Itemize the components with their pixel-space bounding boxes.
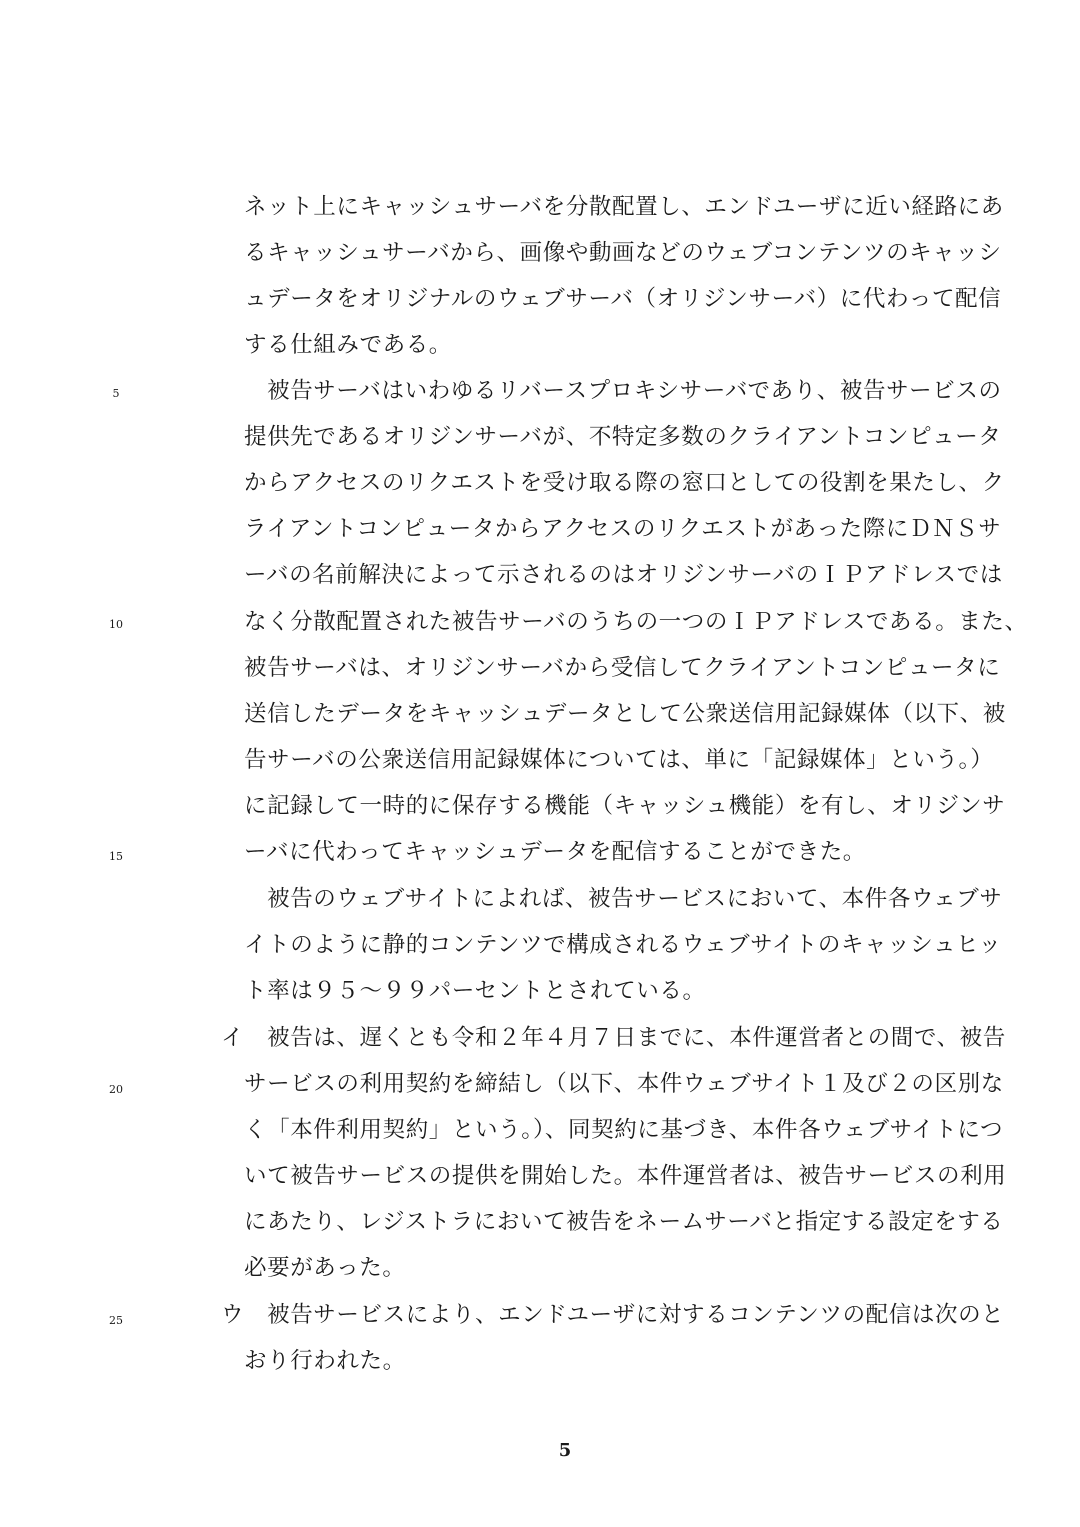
text-line: に記録して一時的に保存する機能（キャッシュ機能）を有し、オリジンサ: [244, 793, 1006, 819]
line-number: 20: [109, 1083, 123, 1096]
text-line: 被告は、遅くとも令和２年４月７日までに、本件運営者との間で、被告: [244, 1025, 1006, 1051]
text-line: にあたり、レジストラにおいて被告をネームサーバと指定する設定をする: [244, 1209, 1004, 1235]
text-line: ーバに代わってキャッシュデータを配信することができた。: [244, 839, 866, 865]
line-number: 10: [109, 618, 123, 631]
text-line: 提供先であるオリジンサーバが、不特定多数のクライアントコンピュータ: [244, 424, 1002, 450]
text-line: いて被告サービスの提供を開始した。本件運営者は、被告サービスの利用: [244, 1163, 1007, 1189]
text-line: 必要があった。: [244, 1255, 406, 1281]
text-line: 被告サーバは、オリジンサーバから受信してクライアントコンピュータに: [244, 655, 1001, 681]
text-line: ライアントコンピュータからアクセスのリクエストがあった際にＤＮＳサ: [244, 516, 1002, 542]
line-number: 25: [109, 1314, 123, 1327]
text-line: からアクセスのリクエストを受け取る際の窓口としての役割を果たし、ク: [244, 470, 1005, 496]
item-marker-i: イ: [221, 1025, 244, 1051]
text-line: ネット上にキャッシュサーバを分散配置し、エンドユーザに近い経路にあ: [244, 194, 1004, 220]
text-line: るキャッシュサーバから、画像や動画などのウェブコンテンツのキャッシ: [244, 240, 1002, 266]
text-line: く「本件利用契約」という。）、同契約に基づき、本件各ウェブサイトにつ: [244, 1117, 1004, 1143]
text-line: 被告サービスにより、エンドユーザに対するコンテンツの配信は次のと: [244, 1302, 1005, 1328]
text-line: する仕組みである。: [244, 332, 452, 358]
text-line: ーバの名前解決によって示されるのはオリジンサーバのＩＰアドレスでは: [244, 562, 1003, 588]
text-line: おり行われた。: [244, 1348, 406, 1374]
text-line: 送信したデータをキャッシュデータとして公衆送信用記録媒体（以下、被: [244, 701, 1006, 727]
text-line: サービスの利用契約を締結し（以下、本件ウェブサイト１及び２の区別な: [244, 1071, 1004, 1097]
text-line: 告サーバの公衆送信用記録媒体については、単に「記録媒体」という。）: [244, 747, 994, 773]
line-number: 15: [109, 850, 123, 863]
text-line: なく分散配置された被告サーバのうちの一つのＩＰアドレスである。また、: [244, 609, 1028, 635]
text-line: ュデータをオリジナルのウェブサーバ（オリジンサーバ）に代わって配信: [244, 286, 1002, 312]
item-marker-u: ウ: [221, 1302, 244, 1328]
text-line: 被告サーバはいわゆるリバースプロキシサーバであり、被告サービスの: [244, 378, 1002, 404]
line-number: 5: [112, 387, 120, 400]
text-line: ト率は９５～９９パーセントとされている。: [244, 978, 706, 1004]
text-line: 被告のウェブサイトによれば、被告サービスにおいて、本件各ウェブサ: [244, 886, 1003, 912]
page-number: 5: [558, 1440, 572, 1461]
text-line: イトのように静的コンテンツで構成されるウェブサイトのキャッシュヒッ: [244, 932, 1002, 958]
